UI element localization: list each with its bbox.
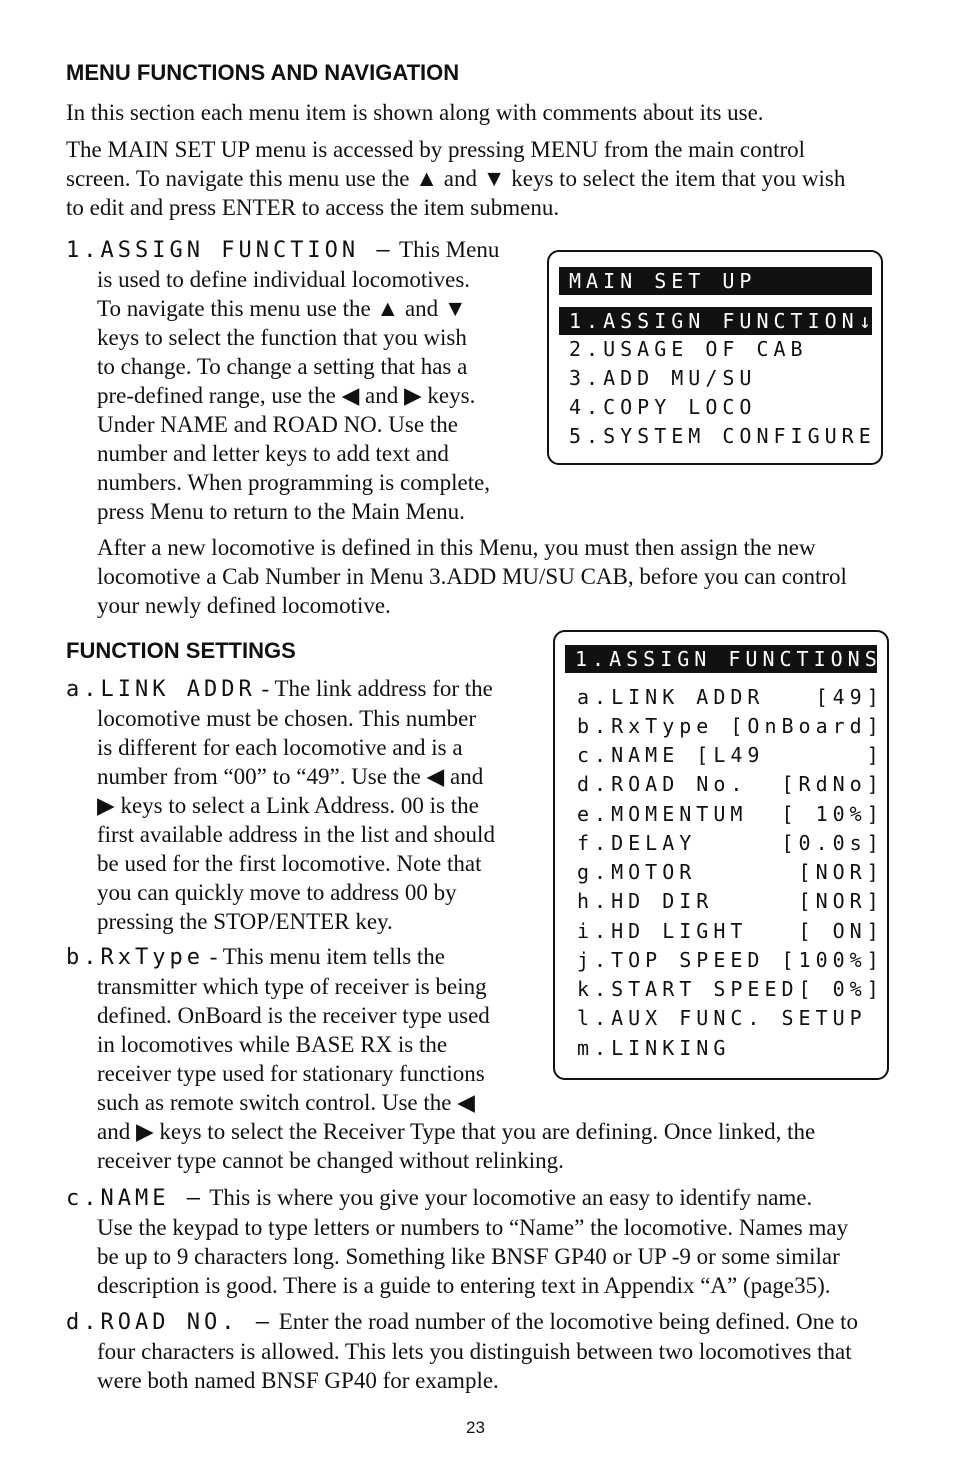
lcd-main-set-up (547, 250, 883, 465)
text-line: number from “00” to “49”. Use the ◀ and (97, 764, 484, 789)
lcd-row: m.LINKING (577, 1036, 731, 1060)
text-line: press Menu to return to the Main Menu. (97, 499, 465, 524)
item-first-line (66, 942, 906, 972)
text-line: be used for the first locomotive. Note that (97, 851, 482, 876)
text-line: keys to select the function that you wish (97, 325, 467, 350)
text-line: were both named BNSF GP40 for example. (97, 1368, 499, 1393)
lcd-row: 3.ADD MU/SU (569, 366, 757, 390)
text-line: you can quickly move to address 00 by (97, 880, 457, 905)
item-key-name: c.NAME – (66, 1186, 204, 1211)
text-line: description is good. There is a guide to entering text in Appendix “A” (page35). (97, 1273, 831, 1298)
text-line: - The link address for the (255, 676, 493, 701)
item-first-line (66, 1183, 906, 1213)
text-line: in locomotives while BASE RX is the (97, 1032, 448, 1057)
lcd-title: MAIN SET UP (559, 267, 872, 295)
text-line: Under NAME and ROAD NO. Use the (97, 412, 458, 437)
lcd-row: c.NAME [L49 ] (577, 743, 884, 767)
item-rxtype (66, 942, 906, 1175)
section-heading-function-settings: FUNCTION SETTINGS (66, 638, 296, 663)
lcd-row: k.START SPEED[ 0%] (577, 977, 884, 1001)
text-line: locomotive must be chosen. This number (97, 706, 477, 731)
text-line: locomotive a Cab Number in Menu 3.ADD MU/SU CAB, before you can control (97, 564, 847, 589)
text-line: four characters is allowed. This lets you distinguish between two locomotives that (97, 1339, 852, 1364)
lcd-row: g.MOTOR [NOR] (577, 860, 884, 884)
text-line: receiver type cannot be changed without relinking. (97, 1148, 564, 1173)
text-line: to change. To change a setting that has a (97, 354, 468, 379)
item-link-addr (66, 674, 526, 936)
lcd-row: 5.SYSTEM CONFIGURE (569, 424, 876, 448)
section-heading-menu-functions: MENU FUNCTIONS AND NAVIGATION (66, 60, 460, 85)
lcd-title: 1.ASSIGN FUNCTIONS (565, 645, 877, 673)
item-assign-function-after (97, 533, 847, 620)
item-first-line (66, 674, 526, 704)
text-line: transmitter which type of receiver is being (97, 974, 487, 999)
text-line: After a new locomotive is defined in this Menu, you must then assign the new (97, 535, 816, 560)
text-line: This Menu (399, 237, 500, 262)
page-number: 23 (466, 1418, 485, 1437)
item-first-line (66, 1307, 906, 1337)
text-line: and ▶ keys to select the Receiver Type that you are defining. Once linked, the (97, 1119, 816, 1144)
text-line: Use the keypad to type letters or numbers to “Name” the locomotive. Names may (97, 1215, 849, 1240)
lcd-row: l.AUX FUNC. SETUP (577, 1006, 867, 1030)
lcd-row: b.RxType [OnBoard] (577, 714, 884, 738)
item-first-line (66, 235, 516, 265)
item-name (66, 1183, 906, 1300)
text-line: is used to define individual locomotives. (97, 267, 471, 292)
item-assign-function (66, 235, 516, 526)
intro-paragraph-2 (66, 135, 845, 222)
text-line: screen. To navigate this menu use the ▲ and ▼ keys to select the item that you wish (66, 166, 846, 191)
text-line: receiver type used for stationary functions (97, 1061, 485, 1086)
lcd-row: a.LINK ADDR [49] (577, 685, 884, 709)
lcd-row: i.HD LIGHT [ ON] (577, 919, 884, 943)
text-line: pre-defined range, use the ◀ and ▶ keys. (97, 383, 476, 408)
text-line: first available address in the list and should (97, 822, 495, 847)
item-key-rxtype: b.RxType (66, 945, 204, 970)
text-line: such as remote switch control. Use the ◀ (97, 1090, 475, 1115)
lcd-row: 4.COPY LOCO (569, 395, 757, 419)
lcd-row: d.ROAD No. [RdNo] (577, 772, 884, 796)
text-line: defined. OnBoard is the receiver type used (97, 1003, 490, 1028)
text-line: your newly defined locomotive. (97, 593, 391, 618)
lcd-row: e.MOMENTUM [ 10%] (577, 802, 884, 826)
text-line: - This menu item tells the (203, 944, 446, 969)
lcd-row: h.HD DIR [NOR] (577, 889, 884, 913)
lcd-row: 2.USAGE OF CAB (569, 337, 808, 361)
text-line: To navigate this menu use the ▲ and ▼ (97, 296, 467, 321)
item-key-assign-function: 1.ASSIGN FUNCTION – (66, 238, 394, 263)
text-line: number and letter keys to add text and (97, 441, 449, 466)
lcd-row: j.TOP SPEED [100%] (577, 948, 884, 972)
text-line: is different for each locomotive and is a (97, 735, 463, 760)
lcd-selected-row: 1.ASSIGN FUNCTION↓ (559, 307, 872, 335)
lcd-row: f.DELAY [0.0s] (577, 831, 884, 855)
item-key-road-no: d.ROAD NO. – (66, 1310, 273, 1335)
text-line: be up to 9 characters long. Something like BNSF GP40 or UP -9 or some similar (97, 1244, 840, 1269)
text-line: ▶ keys to select a Link Address. 00 is the (97, 793, 479, 818)
intro-paragraph-1: In this section each menu item is shown along with comments about its use. (66, 100, 764, 125)
text-line: to edit and press ENTER to access the item submenu. (66, 195, 560, 220)
text-line: pressing the STOP/ENTER key. (97, 909, 393, 934)
text-line: numbers. When programming is complete, (97, 470, 491, 495)
item-key-link-addr: a.LINK ADDR (66, 677, 256, 702)
text-line: The MAIN SET UP menu is accessed by pressing MENU from the main control (66, 137, 806, 162)
item-road-no (66, 1307, 906, 1395)
text-line: This is where you give your locomotive an easy to identify name. (203, 1185, 813, 1210)
text-line: Enter the road number of the locomotive being defined. One to (272, 1309, 858, 1334)
